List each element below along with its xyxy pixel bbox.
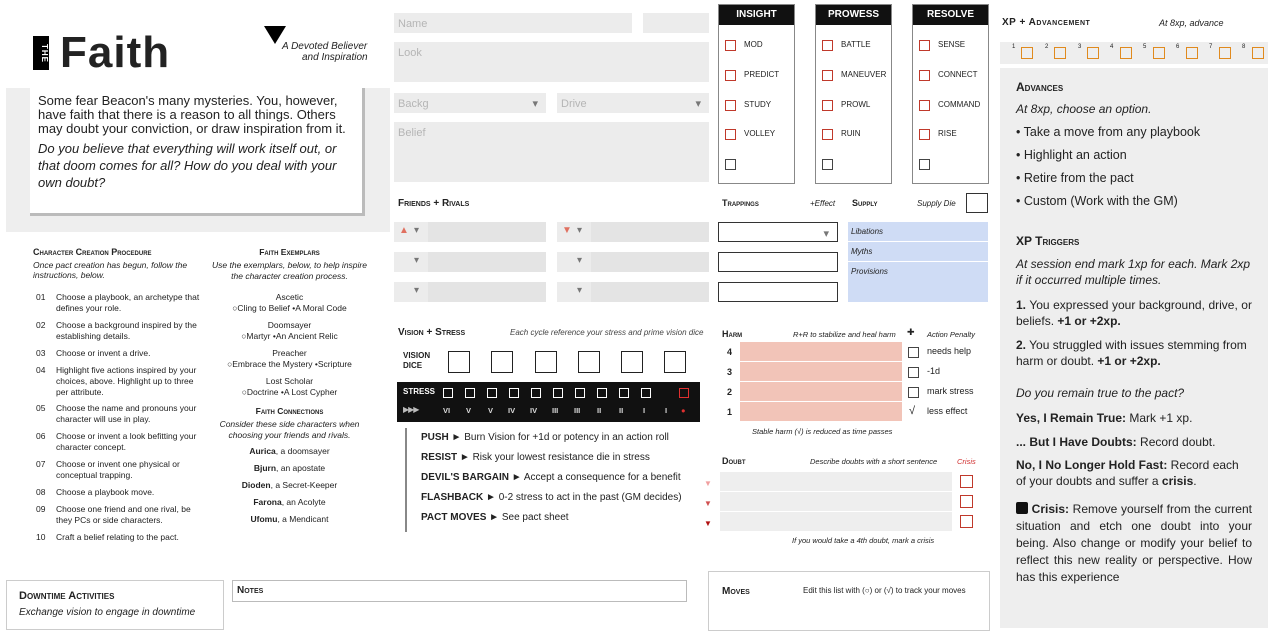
- xp-number: 6: [1176, 44, 1180, 50]
- belief-field[interactable]: Belief: [394, 122, 709, 182]
- xp-box[interactable]: [1087, 47, 1099, 59]
- connection-item: Farona, an Acolyte: [253, 497, 326, 507]
- xp-box[interactable]: [1219, 47, 1231, 59]
- vision-die-box[interactable]: [448, 351, 470, 373]
- step-07: 07 Choose or invent one physical or conceptual trapping.: [36, 459, 180, 480]
- attr-insight: [718, 4, 795, 184]
- doubt-note: Describe doubts with a short sentence: [810, 457, 938, 466]
- exemplar-lost-scholar: Lost Scholar ○Doctrine •A Lost Cypher: [241, 376, 338, 397]
- advancement-panel: [1000, 68, 1268, 628]
- attr-header: RESOLVE: [913, 5, 988, 25]
- exemplar-preacher: Preacher ○Embrace the Mystery •Scripture: [227, 348, 352, 369]
- triggers-title: XP Triggers: [1016, 234, 1080, 248]
- stress-box[interactable]: [641, 388, 651, 398]
- xp-number: 8: [1242, 44, 1246, 50]
- moves-note: Edit this list with (○) or (√) to track your moves: [803, 586, 966, 595]
- look-field[interactable]: Look: [394, 42, 709, 82]
- crisis-checkbox[interactable]: [960, 515, 973, 528]
- trapping-select[interactable]: [718, 222, 838, 242]
- drop-icon: ●: [681, 406, 686, 415]
- action-row[interactable]: MOD: [725, 40, 763, 51]
- friend-row[interactable]: [394, 252, 546, 272]
- stress-box[interactable]: [575, 388, 585, 398]
- action-row[interactable]: VOLLEY: [725, 129, 775, 140]
- xp-number: 3: [1078, 44, 1082, 50]
- rival-row[interactable]: [557, 282, 709, 302]
- step-01: 01 Choose a playbook, an archetype that defines your role.: [36, 292, 200, 313]
- doubt-field[interactable]: [720, 472, 952, 491]
- title-side: THE: [33, 36, 49, 70]
- crisis-checkbox[interactable]: [960, 475, 973, 488]
- harm-row-3: 3 -1d: [722, 362, 992, 382]
- rule-pact-moves: PACT MOVES ► See pact sheet: [421, 512, 569, 523]
- up-arrow-icon: ▲: [399, 225, 409, 236]
- chevron-down-icon: ▾: [414, 285, 420, 296]
- stress-numeral: I: [643, 406, 646, 415]
- step-06: 06 Choose or invent a look befitting your character concept.: [36, 431, 197, 452]
- doubt-foot: If you would take a 4th doubt, mark a crisis: [792, 536, 935, 545]
- exemplars-sub: Use the exemplars, below, to help inspire the character creation process.: [212, 260, 367, 281]
- attr-prowess: [815, 4, 892, 184]
- stress-numeral: V: [466, 406, 472, 415]
- harm-title: Harm: [722, 329, 743, 339]
- action-checkbox[interactable]: [919, 40, 930, 51]
- chevron-down-icon: ▾: [577, 225, 583, 236]
- extra-checkbox[interactable]: [919, 159, 930, 170]
- exemplar-ascetic: Ascetic ○Cling to Belief •A Moral Code: [232, 292, 347, 313]
- connection-item: Aurica, a doomsayer: [249, 446, 330, 456]
- rival-row[interactable]: [557, 222, 709, 242]
- attr-header: PROWESS: [816, 5, 891, 25]
- rule-flashback: FLASHBACK ► 0-2 stress to act in the past (GM decides): [421, 492, 682, 503]
- background-select[interactable]: Backg ▾: [394, 93, 546, 113]
- chevron-down-icon: ▾: [577, 255, 583, 266]
- action-checkbox[interactable]: [822, 129, 833, 140]
- attr-resolve: [912, 4, 989, 184]
- stress-track: [397, 382, 700, 422]
- exemplar-doomsayer: Doomsayer ○Martyr •An Ancient Relic: [241, 320, 338, 341]
- action-row[interactable]: BATTLE: [822, 40, 871, 51]
- action-checkbox[interactable]: [822, 100, 833, 111]
- supply-die-box[interactable]: [966, 193, 988, 213]
- extra-checkbox[interactable]: [822, 159, 833, 170]
- supply-item[interactable]: Provisions: [851, 267, 888, 276]
- crisis-icon: [1016, 502, 1028, 514]
- notes-box[interactable]: [232, 580, 687, 602]
- action-checkbox[interactable]: [919, 70, 930, 81]
- trapping-field[interactable]: [718, 282, 838, 302]
- xp-number: 5: [1143, 44, 1147, 50]
- stress-numeral: II: [597, 406, 602, 415]
- name-field[interactable]: Name: [394, 13, 632, 33]
- moves-box: [708, 571, 990, 631]
- xp-track: [1000, 42, 1268, 64]
- crisis-checkbox[interactable]: [960, 495, 973, 508]
- play-arrows-icon: ▶▶▶: [403, 405, 419, 414]
- stress-box[interactable]: [553, 388, 563, 398]
- action-row[interactable]: RUIN: [822, 129, 861, 140]
- harm-field[interactable]: [740, 402, 902, 421]
- action-row[interactable]: STUDY: [725, 100, 771, 111]
- action-row[interactable]: PROWL: [822, 100, 870, 111]
- chevron-down-icon: ▾: [414, 225, 420, 236]
- xp-title: XP + Advancement: [1002, 17, 1091, 28]
- xp-box[interactable]: [1021, 47, 1033, 59]
- action-row[interactable]: SENSE: [919, 40, 965, 51]
- xp-number: 7: [1209, 44, 1213, 50]
- vision-die-box[interactable]: [491, 351, 513, 373]
- vision-die-box[interactable]: [621, 351, 643, 373]
- stress-box[interactable]: [531, 388, 541, 398]
- answer-no: No, I No Longer Hold Fast: Record each of your doubts and suffer a crisis.: [1016, 458, 1239, 488]
- triggers-sub: At session end mark 1xp for each. Mark 2xp if it occurred multiple times.: [1016, 257, 1251, 287]
- xp-box[interactable]: [1120, 47, 1132, 59]
- crisis-rule: Crisis: Remove yourself from the current situation and etch one doubt into your being. Also change or modify your belief to reflect this new reality or perspective. How has this experience: [1016, 502, 1252, 584]
- drive-select[interactable]: Drive ▾: [557, 93, 709, 113]
- stress-label: STRESS: [403, 387, 436, 396]
- stress-numeral: III: [574, 406, 581, 415]
- connections-title: Faith Connections: [255, 406, 324, 416]
- stress-box[interactable]: [619, 388, 629, 398]
- action-row[interactable]: RISE: [919, 129, 957, 140]
- xp-number: 2: [1045, 44, 1049, 50]
- xp-box[interactable]: [1153, 47, 1165, 59]
- advance-item: • Custom (Work with the GM): [1016, 194, 1178, 208]
- stress-numeral: III: [552, 406, 559, 415]
- stress-box-final[interactable]: [679, 388, 689, 398]
- supply-item[interactable]: Libations: [848, 222, 988, 242]
- stress-boxes: [443, 388, 693, 400]
- exemplars-title: Faith Exemplars: [259, 247, 320, 257]
- downtime-sub: Exchange vision to engage in downtime: [19, 607, 196, 618]
- notes-title: Notes: [237, 585, 264, 596]
- penalty-checkbox[interactable]: [908, 347, 919, 358]
- vision-dice: [448, 351, 708, 373]
- rule-devils-bargain: DEVIL'S BARGAIN ► Accept a consequence for a benefit: [421, 472, 681, 483]
- tagline-2: and Inspiration: [302, 52, 368, 63]
- stress-numeral: II: [619, 406, 624, 415]
- harm-field[interactable]: [740, 342, 902, 361]
- trappings-effect: +Effect: [810, 199, 836, 208]
- triggers-question: Do you remain true to the pact?: [1016, 386, 1185, 400]
- penalty-label: Action Penalty: [927, 330, 975, 339]
- intro-box: [30, 88, 365, 216]
- step-04: 04 Highlight five actions inspired by your choices, above. Highlight up to three per attribute.: [36, 365, 197, 397]
- action-checkbox[interactable]: [725, 70, 736, 81]
- xp-box[interactable]: [1252, 47, 1264, 59]
- harm-foot: Stable harm (√) is reduced as time passes: [752, 427, 893, 436]
- stress-box[interactable]: [597, 388, 607, 398]
- step-02: 02 Choose a background inspired by the establishing details.: [36, 320, 197, 341]
- action-checkbox[interactable]: [919, 100, 930, 111]
- tagline-1: A Devoted Believer: [282, 41, 368, 52]
- doubt-field[interactable]: [720, 512, 952, 531]
- action-row[interactable]: CONNECT: [919, 70, 978, 81]
- crisis-label: Crisis: [957, 457, 976, 466]
- step-03: 03 Choose or invent a drive.: [36, 348, 151, 358]
- answer-but: ... But I Have Doubts: Record doubt.: [1016, 435, 1216, 449]
- supply-die-label: Supply Die: [917, 199, 956, 208]
- supply-list: [848, 222, 988, 302]
- harm-field[interactable]: [740, 362, 902, 381]
- harm-row-2: 2 mark stress: [722, 382, 992, 402]
- xp-number: 1: [1012, 44, 1016, 50]
- step-09: 09 Choose one friend and one rival, be they PCs or side characters.: [36, 504, 191, 525]
- action-checkbox[interactable]: [919, 129, 930, 140]
- trigger-1: 1. You expressed your background, drive, or beliefs. +1 or +2xp.: [1016, 298, 1252, 328]
- doubt-field[interactable]: [720, 492, 952, 511]
- xp-box[interactable]: [1054, 47, 1066, 59]
- friends-rows: [394, 222, 709, 302]
- trigger-2: 2. You struggled with issues stemming from harm or doubt. +1 or +2xp.: [1016, 338, 1247, 368]
- procedure-sub: Once pact creation has begun, follow the instructions, below.: [33, 260, 188, 280]
- down-arrow-icon: ▼: [562, 225, 572, 236]
- rule-push: PUSH ► Burn Vision for +1d or potency in an action roll: [421, 432, 669, 443]
- harm-row-4: 4 needs help: [722, 342, 992, 362]
- friend-row[interactable]: [394, 222, 546, 242]
- penalty-checkbox[interactable]: [908, 387, 919, 398]
- action-checkbox[interactable]: [822, 40, 833, 51]
- downtime-title: Downtime Activities: [19, 590, 115, 602]
- stress-numeral: VI: [443, 406, 451, 415]
- downtime-box: [6, 580, 224, 630]
- moves-title: Moves: [722, 586, 750, 597]
- trappings-title: Trappings: [722, 198, 759, 208]
- stress-numeral: V: [488, 406, 494, 415]
- stress-box[interactable]: [487, 388, 497, 398]
- advance-item: • Take a move from any playbook: [1016, 125, 1201, 139]
- advances-title: Advances: [1016, 80, 1064, 94]
- step-08: 08 Choose a playbook move.: [36, 487, 155, 497]
- friends-title: Friends + Rivals: [398, 198, 470, 209]
- advance-item: • Highlight an action: [1016, 148, 1127, 162]
- advances-sub: At 8xp, choose an option.: [1016, 102, 1152, 116]
- vision-die-box[interactable]: [664, 351, 686, 373]
- supply-item[interactable]: Myths: [848, 242, 988, 262]
- connections-sub: Consider these side characters when choosing your friends and rivals.: [219, 419, 360, 440]
- advance-item: • Retire from the pact: [1016, 171, 1134, 185]
- trapping-field[interactable]: [718, 252, 838, 272]
- rule-resist: RESIST ► Risk your lowest resistance die in stress: [421, 452, 650, 463]
- intro-question: Do you believe that everything will work itself out, or that doom comes for all? How do you deal with your own doubt?: [38, 141, 337, 190]
- action-row[interactable]: PREDICT: [725, 70, 779, 81]
- step-05: 05 Choose the name and pronouns your character will use in play.: [36, 403, 197, 424]
- pronoun-field[interactable]: [643, 13, 709, 33]
- stress-numeral: IV: [530, 406, 538, 415]
- vision-note: Each cycle reference your stress and prime vision dice: [510, 328, 704, 337]
- vision-title: Vision + Stress: [398, 327, 466, 338]
- vision-die-box[interactable]: [535, 351, 557, 373]
- intro-text: Some fear Beacon's many mysteries. You, however, have faith that there is a reason to all things. Others may doubt your conviction, or draw inspiration from it.: [38, 93, 346, 136]
- vision-dice-label: VISION DICE: [403, 351, 431, 370]
- stress-numeral: IV: [508, 406, 516, 415]
- action-checkbox[interactable]: [725, 129, 736, 140]
- xp-box[interactable]: [1186, 47, 1198, 59]
- vision-die-box[interactable]: [578, 351, 600, 373]
- action-checkbox[interactable]: [725, 100, 736, 111]
- connection-item: Bjurn, an apostate: [253, 463, 326, 473]
- supply-title: Supply: [852, 198, 878, 208]
- penalty-checkbox[interactable]: [908, 367, 919, 378]
- connection-item: Ufomu, a Mendicant: [250, 514, 329, 524]
- stress-box[interactable]: [509, 388, 519, 398]
- action-checkbox[interactable]: [822, 70, 833, 81]
- harm-note: R+R to stabilize and heal harm: [793, 330, 896, 339]
- action-row[interactable]: MANEUVER: [822, 70, 886, 81]
- exemplars: [212, 247, 367, 525]
- action-row[interactable]: COMMAND: [919, 100, 980, 111]
- page-title: Faith: [60, 28, 171, 77]
- action-checkbox[interactable]: [725, 40, 736, 51]
- extra-checkbox[interactable]: [725, 159, 736, 170]
- doubt-title: Doubt: [722, 456, 746, 466]
- rules-list: [405, 428, 715, 532]
- stress-box[interactable]: [465, 388, 475, 398]
- harm-row-1: 1 √ less effect: [722, 402, 992, 422]
- attr-header: INSIGHT: [719, 5, 794, 25]
- harm-field[interactable]: [740, 382, 902, 401]
- chevron-down-icon: ▾: [577, 285, 583, 296]
- connection-item: Dioden, a Secret-Keeper: [241, 480, 338, 490]
- stress-box[interactable]: [443, 388, 453, 398]
- step-10: 10 Craft a belief relating to the pact.: [36, 532, 179, 542]
- stress-numeral: I: [665, 406, 668, 415]
- friend-row[interactable]: [394, 282, 546, 302]
- procedure-title: Character Creation Procedure: [33, 247, 152, 257]
- check-icon: √: [909, 405, 916, 417]
- down-triangle-icon: ▼ ▼ ▼: [704, 479, 712, 528]
- rival-row[interactable]: [557, 252, 709, 272]
- plus-icon: ✚: [907, 327, 915, 337]
- procedure-list: [36, 292, 206, 546]
- answer-yes: Yes, I Remain True: Mark +1 xp.: [1016, 411, 1193, 425]
- chevron-down-icon: ▾: [414, 255, 420, 266]
- xp-number: 4: [1110, 44, 1114, 50]
- xp-note: At 8xp, advance: [1159, 18, 1224, 28]
